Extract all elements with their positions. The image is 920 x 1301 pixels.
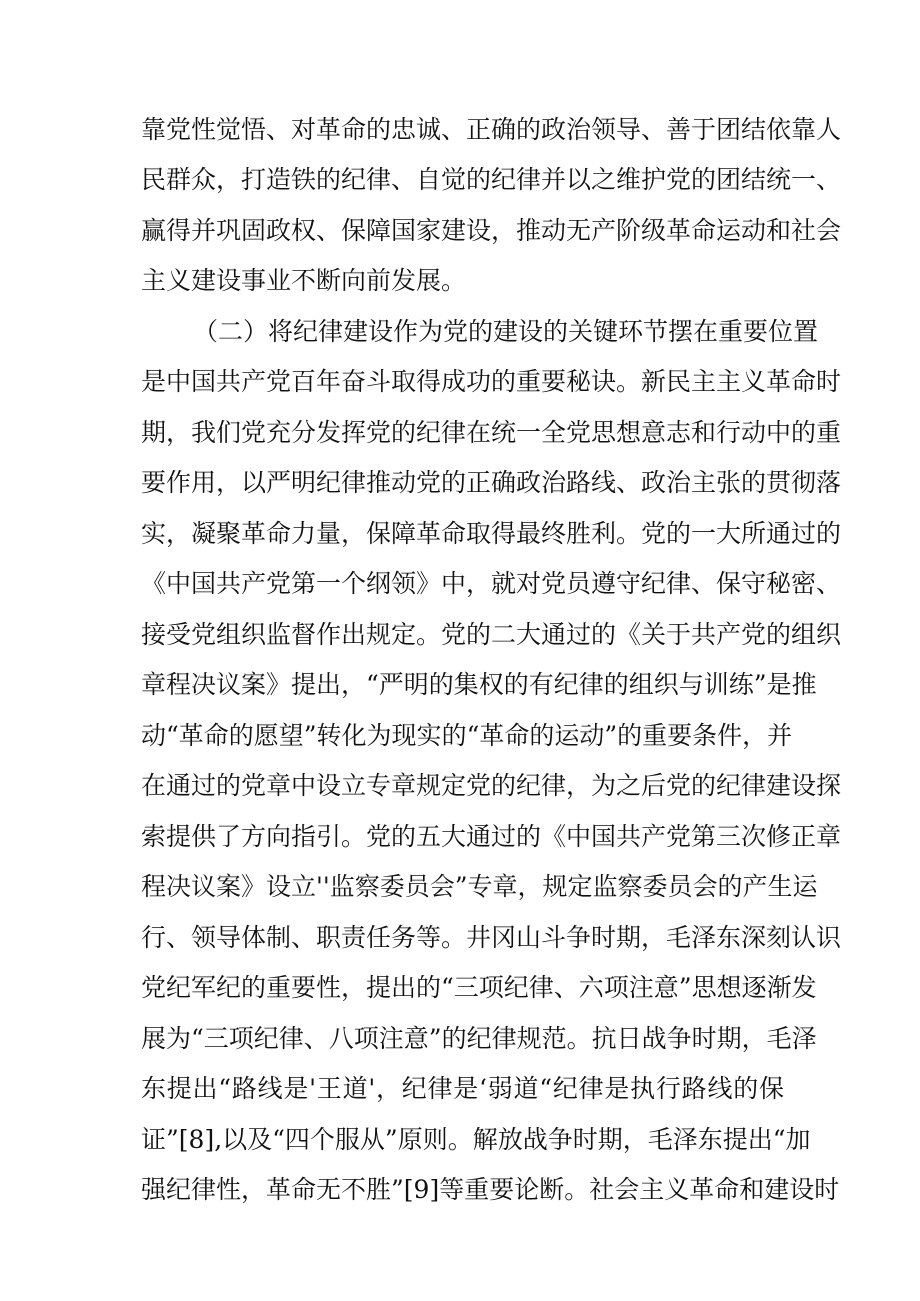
paragraph-1-line-2: 民群众，打造铁的纪律、自觉的纪律并以之维护党的团结统一、: [141, 165, 842, 194]
paragraph-2-line-18: 强纪律性，革命无不胜”[9]等重要论断。社会主义革命和建设时: [141, 1175, 840, 1204]
paragraph-2-line-17: 证”[8],以及“四个服从”原则。解放战争时期，毛泽东提出“加: [141, 1125, 811, 1154]
paragraph-2-line-10: 在通过的党章中设立专章规定党的纪律，为之后党的纪律建设探: [141, 771, 842, 800]
paragraph-2-line-13: 行、领导体制、职责任务等。井冈山斗争时期，毛泽东深刻认识: [141, 923, 842, 952]
paragraph-2-line-4: 要作用，以严明纪律推动党的正确政治路线、政治主张的贯彻落: [141, 468, 842, 497]
paragraph-2-line-8: 章程决议案》提出，“严明的集权的有纪律的组织与训练”是推: [141, 670, 817, 699]
paragraph-2-line-14: 党纪军纪的重要性，提出的“三项纪律、六项注意”思想逐渐发: [141, 973, 817, 1002]
paragraph-2-line-15: 展为“三项纪律、八项注意”的纪律规范。抗日战争时期，毛泽: [141, 1024, 817, 1053]
paragraph-2-line-12: 程决议案》设立''监察委员会”专章，规定监察委员会的产生运: [141, 872, 818, 901]
paragraph-2-line-11: 索提供了方向指引。党的五大通过的《中国共产党第三次修正章: [141, 822, 842, 851]
paragraph-2-line-3: 期，我们党充分发挥党的纪律在统一全党思想意志和行动中的重: [141, 418, 842, 447]
paragraph-1-line-4: 主义建设事业不断向前发展。: [141, 266, 467, 295]
paragraph-2-line-5: 实，凝聚革命力量，保障革命取得最终胜利。党的一大所通过的: [141, 519, 842, 548]
paragraph-2-line-16: 东提出“路线是'王道'，纪律是‘弱道“纪律是执行路线的保: [141, 1074, 784, 1103]
paragraph-1-line-1: 靠党性觉悟、对革命的忠诚、正确的政治领导、善于团结依靠人: [141, 115, 842, 144]
paragraph-1-line-3: 赢得并巩固政权、保障国家建设，推动无产阶级革命运动和社会: [141, 216, 842, 245]
paragraph-2-line-7: 接受党组织监督作出规定。党的二大通过的《关于共产党的组织: [141, 620, 842, 649]
paragraph-2-line-9: 动“革命的愿望”转化为现实的“革命的运动”的重要条件，并: [141, 721, 793, 750]
paragraph-2-heading-line: （二）将纪律建设作为党的建设的关键环节摆在重要位置: [193, 317, 819, 346]
paragraph-2-line-2: 是中国共产党百年奋斗取得成功的重要秘诀。新民主主义革命时: [141, 367, 842, 396]
paragraph-2-line-6: 《中国共产党第一个纲领》中，就对党员遵守纪律、保守秘密、: [141, 569, 842, 598]
